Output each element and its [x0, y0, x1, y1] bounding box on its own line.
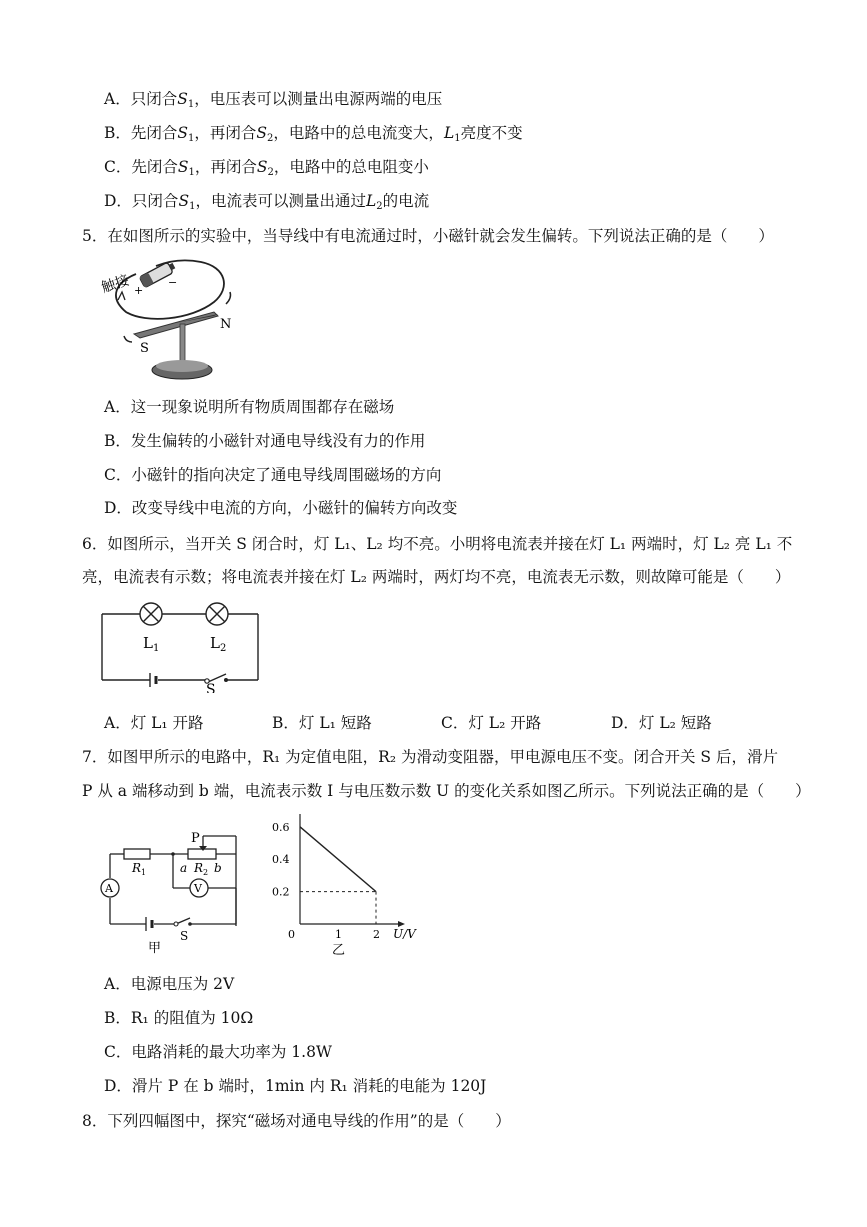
q7-stem-line1: 7．如图甲所示的电路中，R₁ 为定值电阻，R₂ 为滑动变阻器，甲电源电压不变。闭合开关 S 后，滑片	[82, 748, 778, 766]
q5-stem: 5．在如图所示的实验中，当导线中有电流通过时，小磁针就会发生偏转。下列说法正确的是（ ）	[82, 227, 774, 245]
q5-figure-compass-experiment	[96, 252, 256, 387]
end-a-label: a	[180, 861, 188, 875]
q6-stem-line2: 亮，电流表有示数；将电流表并接在灯 L₂ 两端时，两灯均不亮，电流表无示数，则故障可能是（ ）	[82, 568, 791, 586]
touch-label: 触接	[99, 272, 132, 297]
q7-circuit-diagram	[98, 826, 248, 956]
q7-option-c: C．电路消耗的最大功率为 1.8W	[104, 1043, 332, 1061]
q6-option-d: D．灯 L₂ 短路	[611, 714, 712, 732]
circuit-caption: 甲	[148, 941, 162, 956]
battery-plus-label: +	[134, 284, 144, 297]
q6-figure-series-circuit	[98, 598, 263, 693]
compass-n-label: N	[220, 317, 232, 332]
lamp-l1-label: $L_1$	[143, 634, 160, 654]
end-b-label: b	[214, 861, 222, 875]
q6-option-a: A．灯 L₁ 开路	[104, 714, 204, 732]
q6-option-b: B．灯 L₁ 短路	[272, 714, 372, 732]
q7-iu-graph	[270, 814, 420, 959]
i-u-series-line	[300, 827, 376, 892]
ammeter-label: A	[105, 882, 113, 895]
y-tick-label: 0.2	[272, 885, 290, 899]
q4-option-d: D．只闭合$S_1$，电流表可以测量出通过$L_2$的电流	[104, 192, 430, 212]
q5-option-c: C．小磁针的指向决定了通电导线周围磁场的方向	[104, 466, 442, 484]
q6-option-c: C．灯 L₂ 开路	[441, 714, 542, 732]
q4-option-a: A．只闭合$S_1$，电压表可以测量出电源两端的电压	[104, 90, 443, 110]
r2-label: $R_2$	[194, 861, 209, 877]
battery-minus-label: −	[168, 276, 178, 289]
y-tick-label: 0.4	[272, 853, 290, 867]
y-tick-label: 0.6	[272, 820, 290, 834]
r1-label: $R_1$	[132, 861, 147, 877]
x-tick-label: 0	[288, 928, 295, 941]
q7-option-d: D．滑片 P 在 b 端时，1min 内 R₁ 消耗的电能为 120J	[104, 1077, 487, 1095]
x-tick-label: 2	[373, 928, 380, 941]
q4-option-b: B．先闭合$S_1$，再闭合$S_2$，电路中的总电流变大，$L_1$亮度不变	[104, 124, 523, 144]
q5-option-d: D．改变导线中电流的方向，小磁针的偏转方向改变	[104, 499, 458, 517]
voltmeter-label: V	[194, 882, 202, 895]
q5-option-a: A．这一现象说明所有物质周围都存在磁场	[104, 398, 395, 416]
slider-p-label: P	[191, 831, 200, 846]
x-tick-label: 1	[335, 928, 342, 941]
lamp-l2-label: $L_2$	[210, 634, 227, 654]
switch-s-label: S	[180, 929, 189, 943]
q7-option-b: B．R₁ 的阻值为 10Ω	[104, 1009, 254, 1027]
q8-stem: 8．下列四幅图中，探究“磁场对通电导线的作用”的是（ ）	[82, 1112, 511, 1130]
switch-s-label: S	[206, 682, 216, 693]
graph-caption: 乙	[332, 943, 346, 958]
q4-option-c: C．先闭合$S_1$，再闭合$S_2$，电路中的总电阻变小	[104, 158, 429, 178]
compass-s-label: S	[140, 341, 149, 356]
q7-stem-line2: P 从 a 端移动到 b 端，电流表示数 I 与电压数示数 U 的变化关系如图乙所示。下列说法正确的是（ ）	[82, 782, 811, 800]
q5-option-b: B．发生偏转的小磁针对通电导线没有力的作用	[104, 432, 426, 450]
q6-stem-line1: 6．如图所示，当开关 S 闭合时，灯 L₁、L₂ 均不亮。小明将电流表并接在灯 L₁ 两端时，灯 L₂ 亮 L₁ 不	[82, 535, 793, 553]
q7-option-a: A．电源电压为 2V	[104, 975, 235, 993]
x-axis-label: U/V	[393, 927, 416, 941]
